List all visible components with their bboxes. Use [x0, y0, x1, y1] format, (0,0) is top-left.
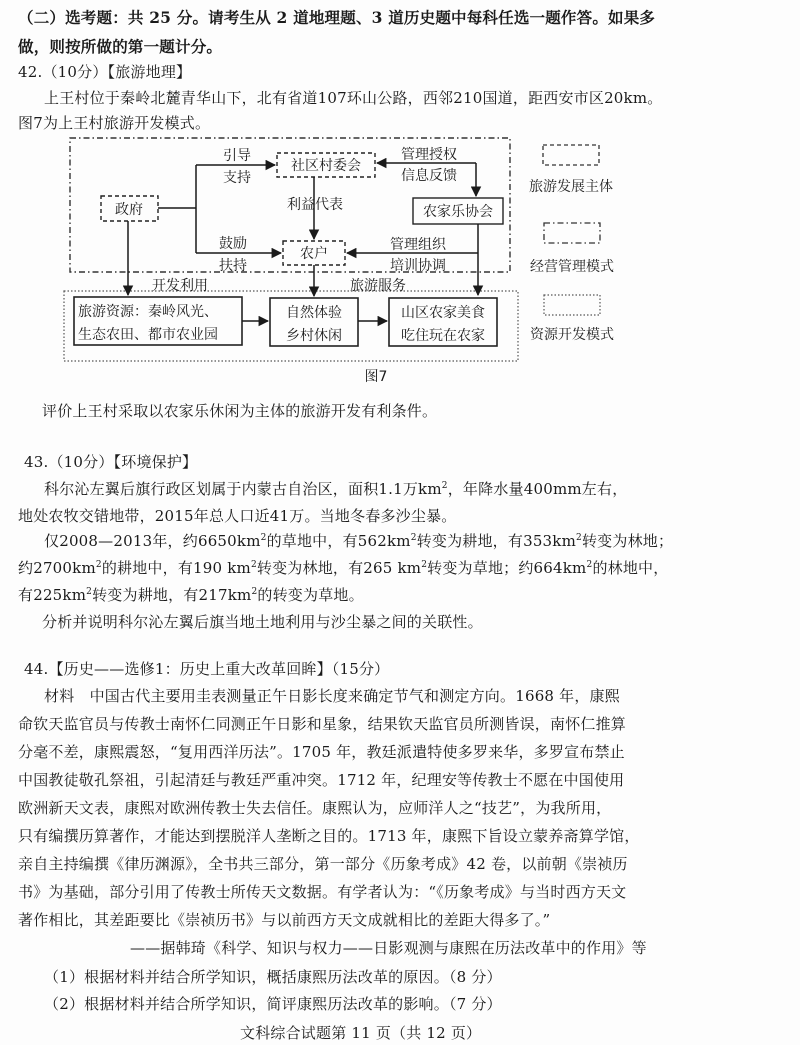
node-food-line2: 吃住玩在农家 — [401, 328, 485, 344]
q43-heading: 43.（10分）【环境保护】 — [24, 453, 198, 471]
section-instructions-line2: 做，则按所做的第一题计分。 — [18, 37, 223, 56]
figure-7-diagram — [0, 0, 800, 400]
label-mgmt-auth-l2: 信息反馈 — [401, 168, 457, 184]
label-interest: 利益代表 — [287, 197, 343, 213]
q43-para4 — [18, 557, 668, 578]
node-government: 政府 — [115, 202, 143, 218]
text-segment: 科尔沁左翼后旗行政区划属于内蒙古自治区，面积1.1万km — [44, 480, 442, 498]
q44-material-line: 著作相比，其差距要比《崇祯历书》与以前西方天文成就相比的差距大得多了。” — [18, 911, 551, 929]
superscript: 2 — [86, 587, 93, 597]
q43-para2: 地处农牧交错地带，2015年总人口近41万。当地冬春多沙尘暴。 — [18, 507, 457, 525]
node-farmers: 农户 — [300, 246, 328, 262]
edge-gov-trunk — [158, 165, 196, 253]
label-encourage-l1: 鼓励 — [219, 236, 247, 252]
superscript: 2 — [251, 587, 258, 597]
q42-question: 评价上王村采取以农家乐休闲为主体的旅游开发有利条件。 — [42, 402, 438, 420]
text-segment: 的草地中，有562km — [266, 532, 411, 550]
page-footer: 文科综合试题第 11 页（共 12 页） — [240, 1024, 482, 1042]
superscript: 2 — [260, 533, 267, 543]
label-guide-l2: 支持 — [223, 170, 251, 186]
q44-subquestion-1: （1）根据材料并结合所学知识，概括康熙历法改革的原因。（8 分） — [44, 968, 502, 986]
text-segment: 的转变为草地。 — [257, 586, 364, 604]
text-segment: 转变为耕地，有353km — [416, 532, 577, 550]
text-segment: 转变为林地； — [581, 532, 674, 550]
text-segment: 有225km — [18, 586, 87, 604]
text-segment: 转变为耕地，有217km — [92, 586, 252, 604]
q43-question: 分析并说明科尔沁左翼后旗当地土地利用与沙尘暴之间的关联性。 — [42, 613, 483, 631]
label-mgmt-org-l1: 管理组织 — [390, 237, 446, 253]
node-village-committee: 社区村委会 — [291, 158, 361, 174]
q44-material-line: 亲自主持编撰《律历渊源》，全书共三部分，第一部分《历象考成》42 卷，以前朝《崇祯历 — [18, 855, 628, 873]
label-guide-l1: 引导 — [223, 148, 251, 164]
legend-label-dotted: 资源开发模式 — [530, 327, 614, 343]
node-nature-line2: 乡村休闲 — [286, 328, 342, 344]
label-encourage-l2: 扶持 — [219, 258, 247, 274]
text-segment: 仅2008—2013年，约6650km — [44, 532, 261, 550]
text-segment: 的耕地中，有190 km — [101, 559, 251, 577]
superscript: 2 — [410, 533, 417, 543]
q43-para1 — [44, 478, 627, 499]
text-segment: ，年降水量400mm左右， — [447, 480, 628, 498]
q44-source-citation: ——据韩琦《科学、知识与权力——日影观测与康熙在历法改革中的作用》等 — [130, 939, 647, 957]
figure-caption: 图7 — [364, 369, 388, 385]
superscript: 2 — [441, 481, 448, 491]
label-mgmt-auth-l1: 管理授权 — [401, 147, 457, 163]
legend-swatch-dotted — [544, 295, 600, 315]
q44-material-line: 欧洲新天文表，康熙对欧洲传教士失去信任。康熙认为，应师洋人之“技艺”，为我所用， — [18, 799, 612, 817]
q43-para3 — [44, 530, 673, 551]
q44-material-line: 中国教徒敬孔祭祖，引起清廷与教廷严重冲突。1712 年，纪理安等传教士不愿在中国使用 — [18, 771, 625, 789]
q44-material-line: 书》为基础，部分引用了传教士所传天文数据。有学者认为：“《历象考成》与当时西方天文 — [18, 883, 627, 901]
q44-material-line: 材料 中国古代主要用圭表测量正午日影长度来确定节气和测定方向。1668 年，康熙 — [44, 687, 620, 705]
legend-swatch-dashed — [543, 145, 599, 165]
superscript: 2 — [576, 533, 582, 543]
legend-label-dashed: 旅游发展主体 — [529, 179, 613, 195]
text-segment: 转变为林地，有265 km — [256, 559, 422, 577]
text-segment: 约2700km — [18, 559, 96, 577]
section-instructions-line1: （二）选考题：共 25 分。请考生从 2 道地理题、3 道历史题中每科任选一题作答。如果多 — [18, 8, 656, 27]
q44-subquestion-2: （2）根据材料并结合所学知识，简评康熙历法改革的影响。（7 分） — [44, 995, 502, 1013]
resource-mode-region — [64, 291, 518, 361]
superscript: 2 — [95, 560, 102, 570]
q42-intro-line1: 上王村位于秦岭北麓青华山下，北有省道107环山公路，西邻210国道，距西安市区20km。 — [44, 89, 663, 107]
label-mgmt-org-l2: 培训协调 — [390, 258, 446, 274]
q42-heading: 42.（10分）【旅游地理】 — [18, 63, 192, 81]
superscript: 2 — [586, 560, 593, 570]
q42-intro-line2: 图7为上王村旅游开发模式。 — [18, 114, 211, 132]
node-agritainment-assoc: 农家乐协会 — [423, 204, 493, 220]
label-service: 旅游服务 — [350, 278, 406, 294]
legend-swatch-dashdot — [544, 223, 600, 243]
q44-heading: 44.【历史——选修1：历史上重大改革回眸】（15分） — [24, 660, 390, 678]
superscript: 2 — [250, 560, 257, 570]
node-resources-line1: 旅游资源：秦岭风光、 — [78, 304, 218, 320]
legend-label-dashdot: 经营管理模式 — [530, 259, 614, 275]
node-resources-line2: 生态农田、都市农业园 — [78, 327, 218, 343]
q43-para5 — [18, 584, 364, 605]
q44-material-line: 命钦天监官员与传教士南怀仁同测正午日影和星象，结果钦天监官员所测皆误，南怀仁推算 — [18, 715, 627, 733]
node-nature-line1: 自然体验 — [286, 305, 342, 321]
q44-material-line: 分毫不差，康熙震怒，“复用西洋历法”。1705 年，教廷派遣特使多罗来华，多罗宣布禁止 — [18, 743, 625, 761]
text-segment: 的林地中， — [592, 559, 669, 577]
superscript: 2 — [421, 560, 428, 570]
label-develop: 开发利用 — [152, 278, 208, 294]
figure-7-svg — [0, 0, 800, 400]
q44-material-line: 只有编撰历算著作，才能达到摆脱洋人垄断之目的。1713 年，康熙下旨设立蒙养斋算学馆， — [18, 827, 640, 845]
text-segment: 转变为草地；约664km — [427, 559, 587, 577]
node-food-line1: 山区农家美食 — [401, 305, 485, 321]
